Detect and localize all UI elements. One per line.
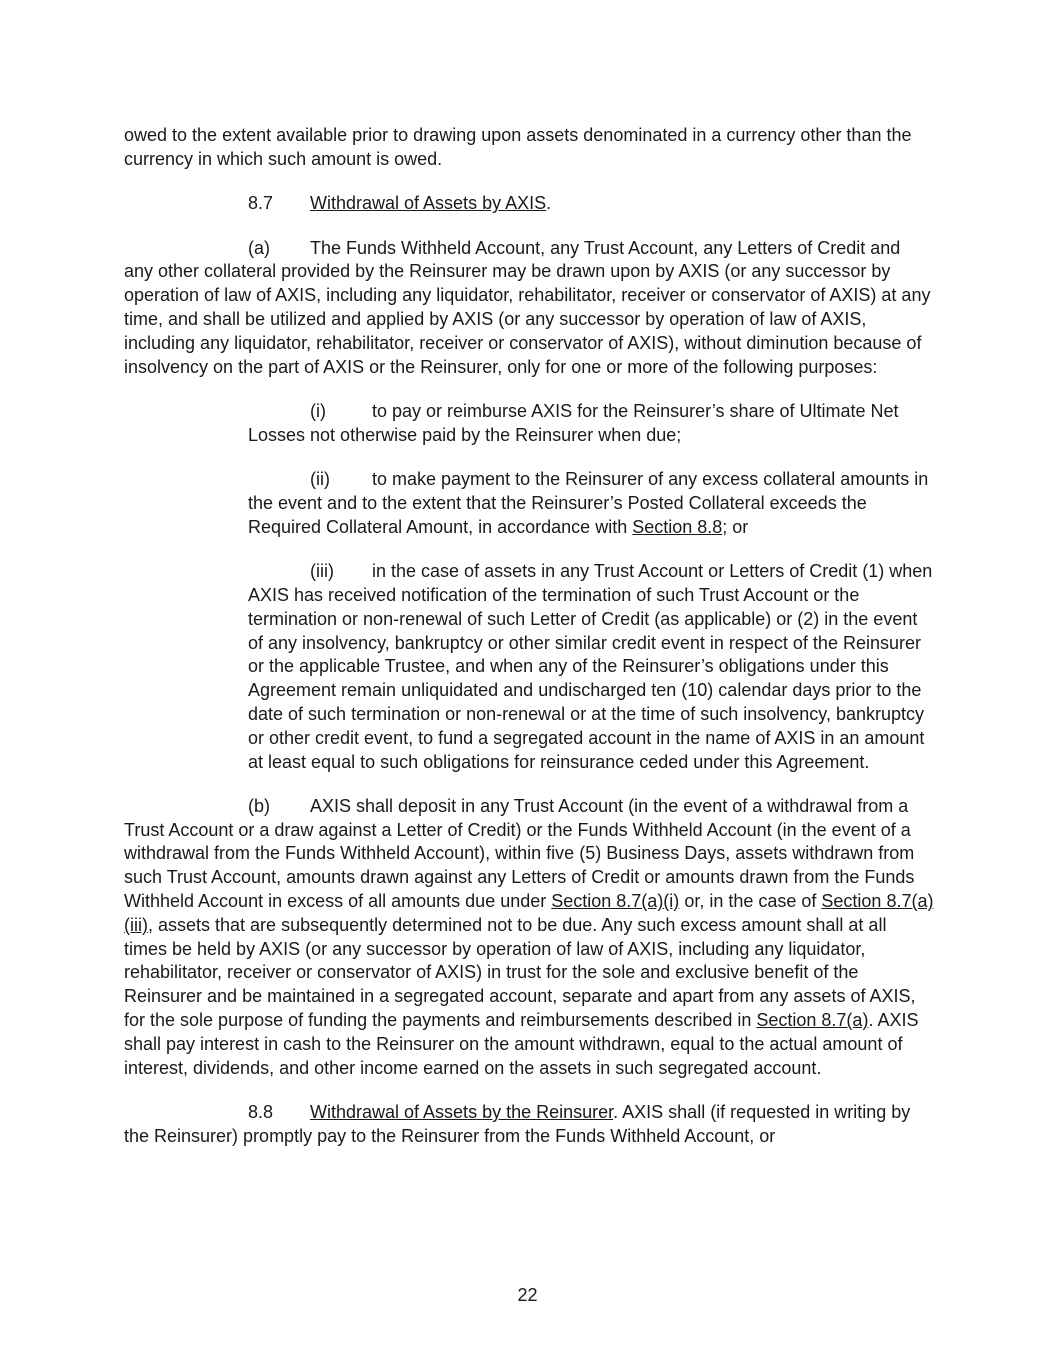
page-number: 22	[517, 1285, 538, 1305]
cross-reference: Section 8.7(a)	[756, 1010, 869, 1031]
section-text: . AXIS shall (if requested in writing by the Reinsurer) promptly pay to the Reinsurer from the Funds Withheld Account, or	[124, 1102, 911, 1146]
clause-text: . AXIS shall pay interest in cash to the Reinsurer on the amount withdrawn, equal to the actual amount of interest, dividends, and other income earned on the assets in such segregated account.	[124, 1010, 919, 1078]
clause-label: (iii)	[310, 561, 334, 582]
clause-label: (a)	[248, 237, 270, 258]
continued-paragraph: owed to the extent available prior to drawing upon assets denominated in a currency other than the currency in which such amount is owed.	[124, 125, 912, 169]
clause-text: in the case of assets in any Trust Account or Letters of Credit (1) when AXIS has received notification of the termination of such Trust Account or the termination or non-renewal of such Letter of Credit (as applicable) or (2) in the event of any insolvency, bankruptcy or other similar credit event in respect of the Reinsurer or the applicable Trustee, and when any of the Reinsurer’s obligations under this Agreement remain unliquidated and undischarged ten (10) calendar days prior to the date of such termination or non-renewal or at the time of such insolvency, bankruptcy or other credit event, to fund a segregated account in the name of AXIS in an amount at least equal to such obligations for reinsurance ceded under this Agreement.	[248, 561, 933, 772]
cross-reference: Section 8.7(a)(iii)	[124, 891, 934, 935]
clause-label: (ii)	[310, 469, 330, 490]
clause-text: The Funds Withheld Account, any Trust Account, any Letters of Credit and any other collateral provided by the Reinsurer may be drawn upon by AXIS (or any successor by operation of law of AXIS, including any liquidator, rehabilitator, receiver or conservator of AXIS) at any time, and shall be utilized and applied by AXIS (or any successor by operation of law of AXIS, including any liquidator, rehabilitator, receiver or conservator of AXIS), without diminution because of insolvency on the part of AXIS or the Reinsurer, only for one or more of the following purposes:	[124, 237, 931, 377]
cross-reference: Section 8.8	[632, 516, 723, 537]
clause-text: AXIS shall deposit in any Trust Account (in the event of a withdrawal from a Trust Account or a draw against a Letter of Credit) or the Funds Withheld Account (in the event of a withdrawal from the Funds Withheld Account), within five (5) Business Days, assets withdrawn from such Trust Account, amounts drawn against any Letters of Credit or amounts drawn from the Funds Withheld Account in excess of all amounts due under	[124, 795, 915, 912]
clause-text: to pay or reimburse AXIS for the Reinsurer’s share of Ultimate Net Losses not otherwise paid by the Reinsurer when due;	[248, 400, 899, 445]
document-page	[124, 124, 934, 1169]
clause-text: or, in the case of	[679, 891, 822, 912]
section-number: 8.7	[248, 193, 274, 214]
clause-iii	[248, 560, 934, 774]
clause-text-end: ; or	[722, 516, 749, 537]
clause-i	[248, 400, 934, 448]
clause-text: to make payment to the Reinsurer of any excess collateral amounts in the event and to the extent that the Reinsurer’s Posted Collateral exceeds the Required Collateral Amount, in accordance with	[248, 469, 929, 537]
section-number: 8.8	[248, 1102, 274, 1123]
cross-reference: Section 8.7(a)(i)	[551, 891, 680, 912]
section-8-8	[124, 1101, 934, 1149]
section-title-period: .	[546, 193, 552, 214]
section-title: Withdrawal of Assets by the Reinsurer	[310, 1102, 614, 1123]
clause-text: , assets that are subsequently determined not to be due. Any such excess amount shall at all times be held by AXIS (or any successor by operation of law of AXIS, including any liquidator, rehabilitator, receiver or conservator of AXIS) in trust for the sole and exclusive benefit of the Reinsurer and be maintained in a segregated account, separate and apart from any assets of AXIS, for the sole purpose of funding the payments and reimbursements described in	[124, 914, 916, 1031]
section-title: Withdrawal of Assets by AXIS	[310, 193, 547, 214]
clause-ii	[248, 468, 934, 539]
clause-a	[124, 237, 934, 380]
clause-label: (b)	[248, 795, 270, 816]
section-8-7-heading	[124, 192, 934, 216]
clause-b	[124, 795, 934, 1081]
clause-label: (i)	[310, 400, 326, 421]
